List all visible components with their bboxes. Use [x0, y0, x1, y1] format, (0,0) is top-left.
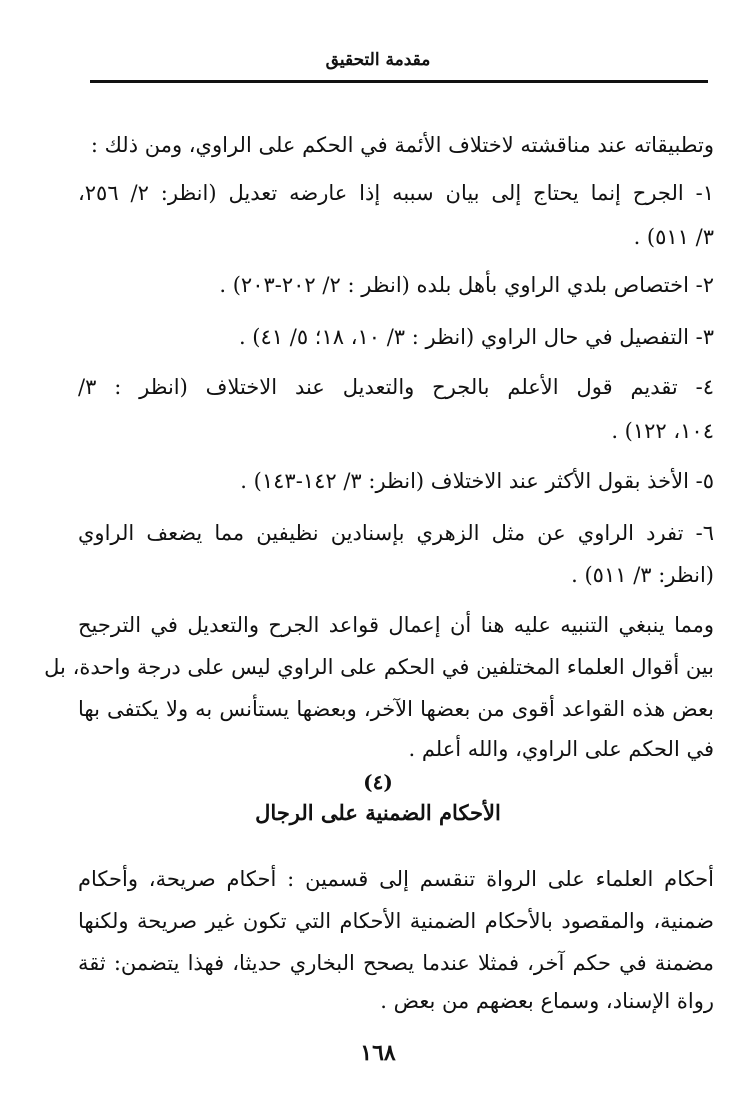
list-item-3: ٣- التفصيل في حال الراوي (انظر : ٣/ ١٠، ١٨؛ ٥/ ٤١) . [238, 325, 714, 349]
text-line: بين أقوال العلماء المختلفين في الحكم على الراوي ليس على درجة واحدة، بل [44, 655, 714, 679]
text-line: رواة الإسناد، وسماع بعضهم من بعض . [380, 989, 714, 1013]
text-line: في الحكم على الراوي، والله أعلم . [408, 737, 714, 761]
list-item-4-line-1: ٤- تقديم قول الأعلم بالجرح والتعديل عند الاختلاف (انظر : ٣/ [78, 375, 714, 399]
header-rule [90, 80, 708, 83]
list-item-4-line-2: ١٠٤، ١٢٢) . [611, 419, 714, 443]
list-item-2: ٢- اختصاص بلدي الراوي بأهل بلده (انظر : ٢/ ٢٠٢-٢٠٣) . [219, 273, 714, 297]
text-line: بعض هذه القواعد أقوى من بعضها الآخر، وبعضها يستأنس به ولا يكتفى بها [78, 697, 714, 721]
text-line: أحكام العلماء على الرواة تنقسم إلى قسمين : أحكام صريحة، وأحكام [78, 867, 714, 891]
text-line: ومما ينبغي التنبيه عليه هنا أن إعمال قواعد الجرح والتعديل في الترجيح [78, 613, 715, 637]
running-head: مقدمة التحقيق [325, 50, 431, 70]
list-item-5: ٥- الأخذ بقول الأكثر عند الاختلاف (انظر: ٣/ ١٤٢-١٤٣) . [240, 469, 714, 493]
list-item-1-line-2: ٣/ ٥١١) . [633, 225, 714, 249]
section-number: (٤) [363, 770, 393, 794]
section-title: الأحكام الضمنية على الرجال [255, 800, 501, 825]
text-line: وتطبيقاته عند مناقشته لاختلاف الأئمة في الحكم على الراوي، ومن ذلك : [90, 133, 714, 157]
list-item-6-line-2: (انظر: ٣/ ٥١١) . [571, 563, 714, 587]
list-item-1-line-1: ١- الجرح إنما يحتاج إلى بيان سببه إذا عارضه تعديل (انظر: ٢/ ٢٥٦، [78, 181, 714, 205]
text-line: ضمنية، والمقصود بالأحكام الضمنية الأحكام التي تكون غير صريحة ولكنها [78, 909, 714, 933]
page-number: ١٦٨ [360, 1040, 396, 1066]
list-item-6-line-1: ٦- تفرد الراوي عن مثل الزهري بإسنادين نظيفين مما يضعف الراوي [78, 521, 714, 545]
text-line: مضمنة في حكم آخر، فمثلا عندما يصحح البخاري حديثا، فهذا يتضمن: ثقة [78, 951, 714, 975]
